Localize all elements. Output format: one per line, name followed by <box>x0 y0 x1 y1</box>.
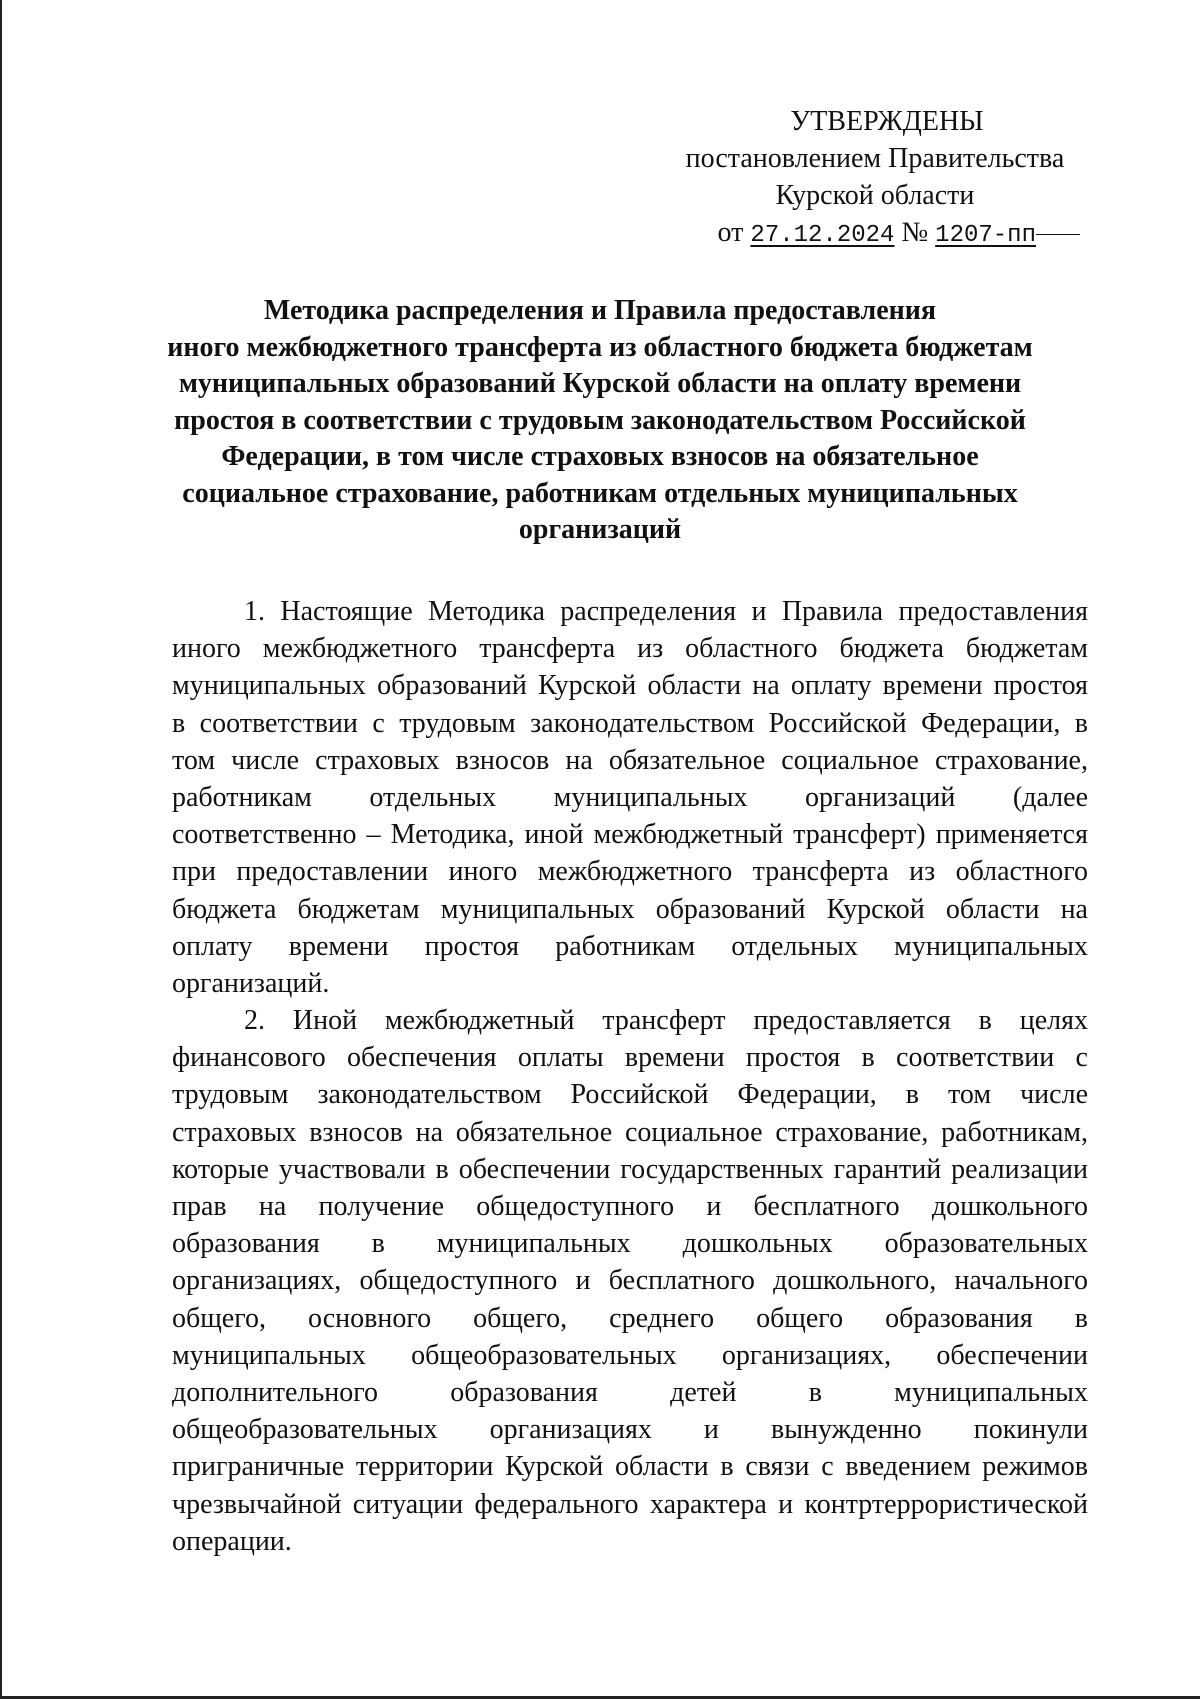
approval-number: 1207-пп <box>935 222 1036 249</box>
title-line: Федерации, в том числе страховых взносов на обязательное <box>221 441 979 472</box>
paragraph-line: работникам отдельных муниципальных организаций (далее <box>172 781 1088 813</box>
paragraph-line: дополнительного образования детей в муниципальных <box>172 1376 1088 1408</box>
approval-date: 27.12.2024 <box>750 222 895 249</box>
number-underline <box>1036 234 1080 235</box>
paragraph-line: соответственно – Методика, иной межбюджетный трансферт) применяется <box>172 819 1088 851</box>
paragraph-line: общего, основного общего, среднего общего образования в <box>172 1302 1088 1334</box>
approval-heading: УТВЕРЖДЕНЫ <box>790 106 984 137</box>
paragraph-line: приграничные территории Курской области в связи с введением режимов <box>172 1451 1088 1483</box>
approval-line-1: постановлением Правительства <box>685 143 1065 174</box>
paragraph-line: прав на получение общедоступного и бесплатного дошкольного <box>172 1191 1088 1222</box>
approval-line-2: Курской области <box>775 180 975 211</box>
paragraph-line: организациях, общедоступного и бесплатного дошкольного, начального <box>172 1265 1088 1297</box>
title-line: муниципальных образований Курской области на оплату времени <box>178 368 1022 399</box>
approval-date-number <box>660 214 1090 254</box>
title-line: иного межбюджетного трансферта из областного бюджета бюджетам <box>167 331 1033 363</box>
paragraph-line: при предоставлении иного межбюджетного трансферта из областного <box>172 856 1088 888</box>
date-prefix: от <box>717 217 751 248</box>
paragraph-line: муниципальных образований Курской области на оплату времени простоя <box>172 670 1088 702</box>
paragraph-line: бюджета бюджетам муниципальных образований Курской области на <box>172 893 1088 925</box>
paragraph-line: операции. <box>172 1525 292 1557</box>
paragraph-line: чрезвычайной ситуации федерального характера и контртеррористической <box>172 1488 1088 1520</box>
paragraph-line: трудовым законодательством Российской Федерации, в том числе <box>172 1079 1088 1111</box>
paragraph-line: образования в муниципальных дошкольных образовательных <box>172 1228 1088 1260</box>
paragraph-line: оплату времени простоя работникам отдельных муниципальных <box>172 930 1088 962</box>
title-line: простоя в соответствии с трудовым законодательством Российской <box>174 404 1026 436</box>
paragraph-line: организаций. <box>172 967 330 999</box>
paragraph-line: муниципальных общеобразовательных организациях, обеспечении <box>172 1339 1088 1371</box>
paragraph-line: том числе страховых взносов на обязательное социальное страхование, <box>172 744 1088 776</box>
paragraph-line: иного межбюджетного трансферта из областного бюджета бюджетам <box>172 633 1088 665</box>
scan-edge-left <box>0 0 2 1699</box>
paragraph-2 <box>172 1002 1088 1560</box>
title-line: социальное страхование, работникам отдельных муниципальных <box>182 477 1018 509</box>
document-title <box>150 293 1050 549</box>
title-line: Методика распределения и Правила предоставления <box>263 295 937 326</box>
paragraph-1 <box>172 593 1088 1002</box>
number-prefix: № <box>894 217 936 248</box>
paragraph-line: страховых взносов на обязательное социальное страхование, работникам, <box>172 1116 1088 1148</box>
document-body <box>172 593 1088 1560</box>
paragraph-line: общеобразовательных организациях и вынужденно покинули <box>172 1414 1088 1446</box>
paragraph-line: 2. Иной межбюджетный трансферт предоставляется в целях <box>244 1005 1088 1037</box>
paragraph-line: финансового обеспечения оплаты времени простоя в соответствии с <box>172 1042 1088 1074</box>
paragraph-line: в соответствии с трудовым законодательством Российской Федерации, в <box>172 707 1088 739</box>
approval-stamp <box>660 103 1090 254</box>
paragraph-line: которые участвовали в обеспечении государственных гарантий реализации <box>172 1153 1088 1185</box>
title-line: организаций <box>518 514 682 545</box>
paragraph-line: 1. Настоящие Методика распределения и Правила предоставления <box>244 596 1088 627</box>
